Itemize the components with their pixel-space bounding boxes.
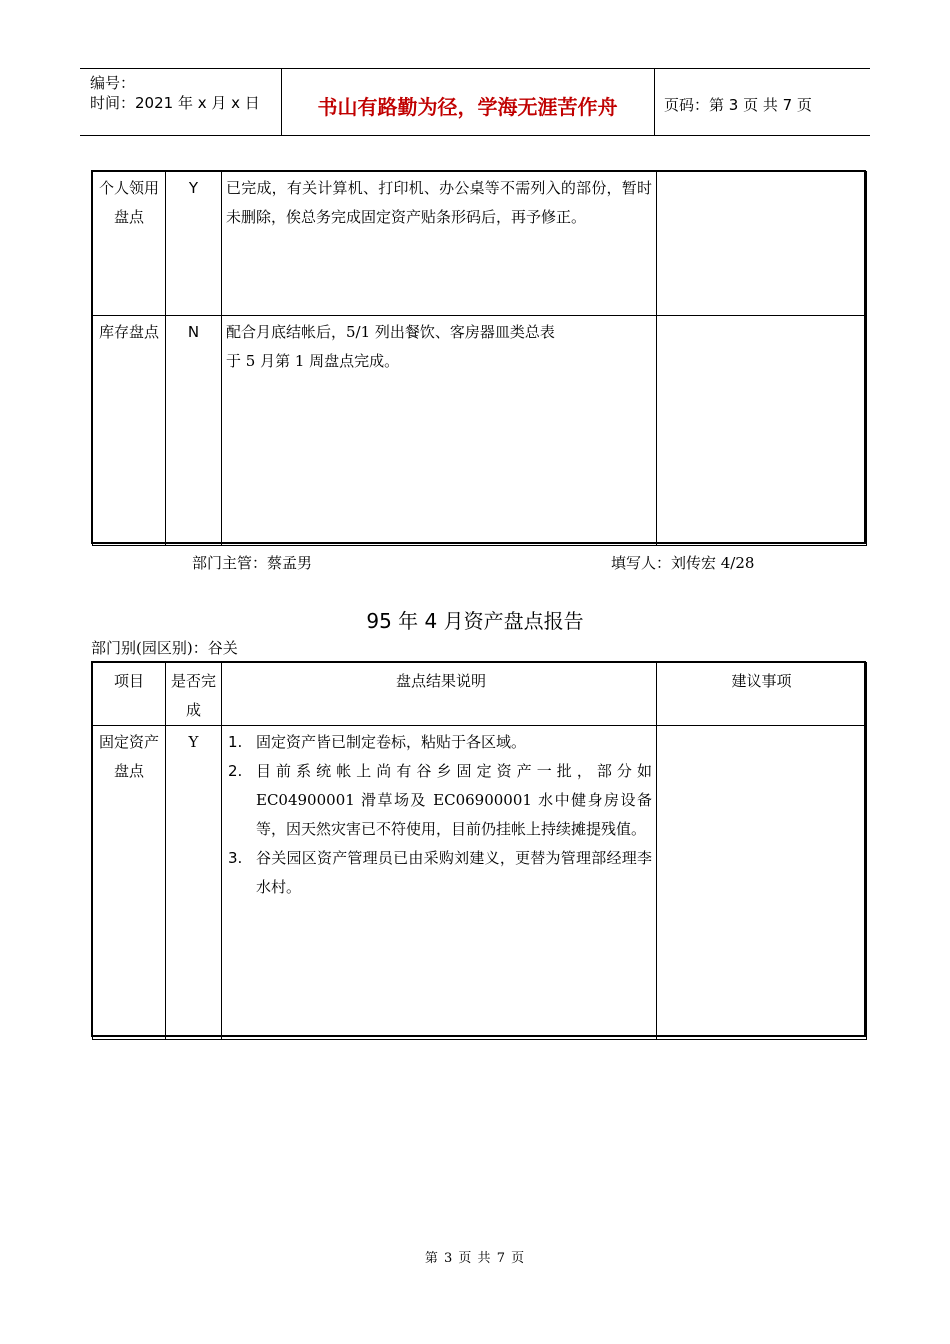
- col-header-item-text: 项目: [113, 672, 144, 690]
- list-text: 谷关园区资产管理员已由采购刘建义，更替为管理部经理李水村。: [256, 849, 652, 896]
- done-cell: [166, 172, 222, 316]
- filler-signature: 填写人：刘传宏 4/28: [611, 554, 755, 572]
- list-text: 固定资产皆已制定卷标，粘贴于各区域。: [256, 733, 527, 751]
- page-footer: 第 3 页 共 7 页: [424, 1251, 526, 1266]
- header-bottom-rule: [80, 135, 870, 136]
- desc-cell: [222, 172, 657, 316]
- done-text: N: [187, 323, 200, 341]
- desc-cell: [222, 726, 657, 1040]
- table-header-row: [93, 663, 867, 726]
- header-number-label: 编号：: [90, 74, 136, 92]
- col-header-done-text: 是否完成: [170, 672, 216, 719]
- item-cell: [93, 726, 166, 1040]
- table-row: [93, 172, 867, 316]
- table-row: [93, 726, 867, 1040]
- done-text: Y: [188, 733, 199, 751]
- list-text: 目前系统帐上尚有谷乡固定资产一批，部分如 EC04900001 滑草场及 EC06900001 水中健身房设备等，因天然灾害已不符使用，目前仍挂帐上持续摊提残值。: [256, 762, 652, 838]
- col-header-suggest: [657, 663, 867, 726]
- manager-signature: 部门主管：蔡孟男: [192, 554, 313, 572]
- asset-report-table: [91, 661, 866, 1037]
- item-text: 个人领用盘点: [98, 179, 159, 226]
- suggest-cell: [657, 172, 867, 316]
- item-text: 固定资产盘点: [98, 733, 159, 780]
- inventory-table-continued: [91, 170, 866, 544]
- list-number: 2.: [228, 762, 243, 780]
- done-cell: [166, 726, 222, 1040]
- done-text: Y: [188, 179, 199, 197]
- col-header-item: [93, 663, 166, 726]
- table-row: [93, 316, 867, 546]
- desc-text-line: 于 5 月第 1 周盘点完成。: [226, 352, 400, 370]
- list-number: 1.: [228, 733, 243, 751]
- item-text: 库存盘点: [98, 323, 159, 341]
- list-number: 3.: [228, 849, 243, 867]
- header-motto: 书山有路勤为径，学海无涯苦作舟: [317, 95, 618, 119]
- list-item: [226, 728, 652, 757]
- result-list: [226, 726, 656, 902]
- header-divider: [654, 68, 655, 135]
- desc-text-line: 配合月底结帐后，5/1 列出餐饮、客房器皿类总表: [226, 323, 555, 341]
- col-header-desc-text: 盘点结果说明: [395, 672, 486, 690]
- suggest-cell: [657, 316, 867, 546]
- desc-cell: [222, 316, 657, 546]
- list-item: [226, 757, 652, 844]
- header-page-label: 页码：第 3 页 共 7 页: [664, 96, 812, 114]
- desc-text: 已完成，有关计算机、打印机、办公桌等不需列入的部份，暂时未删除，俟总务完成固定资产贴条形码后，再予修正。: [226, 179, 652, 226]
- list-item: [226, 844, 652, 902]
- col-header-done: [166, 663, 222, 726]
- report-title: 95 年 4 月资产盘点报告: [366, 609, 584, 633]
- col-header-suggest-text: 建议事项: [731, 672, 792, 690]
- suggest-cell: [657, 726, 867, 1040]
- header-top-rule: [80, 68, 870, 69]
- item-cell: [93, 172, 166, 316]
- item-cell: [93, 316, 166, 546]
- header-time-label: 时间：2021 年 x 月 x 日: [90, 94, 260, 112]
- department-label: 部门别(园区别)：谷关: [91, 639, 238, 657]
- done-cell: [166, 316, 222, 546]
- col-header-desc: [222, 663, 657, 726]
